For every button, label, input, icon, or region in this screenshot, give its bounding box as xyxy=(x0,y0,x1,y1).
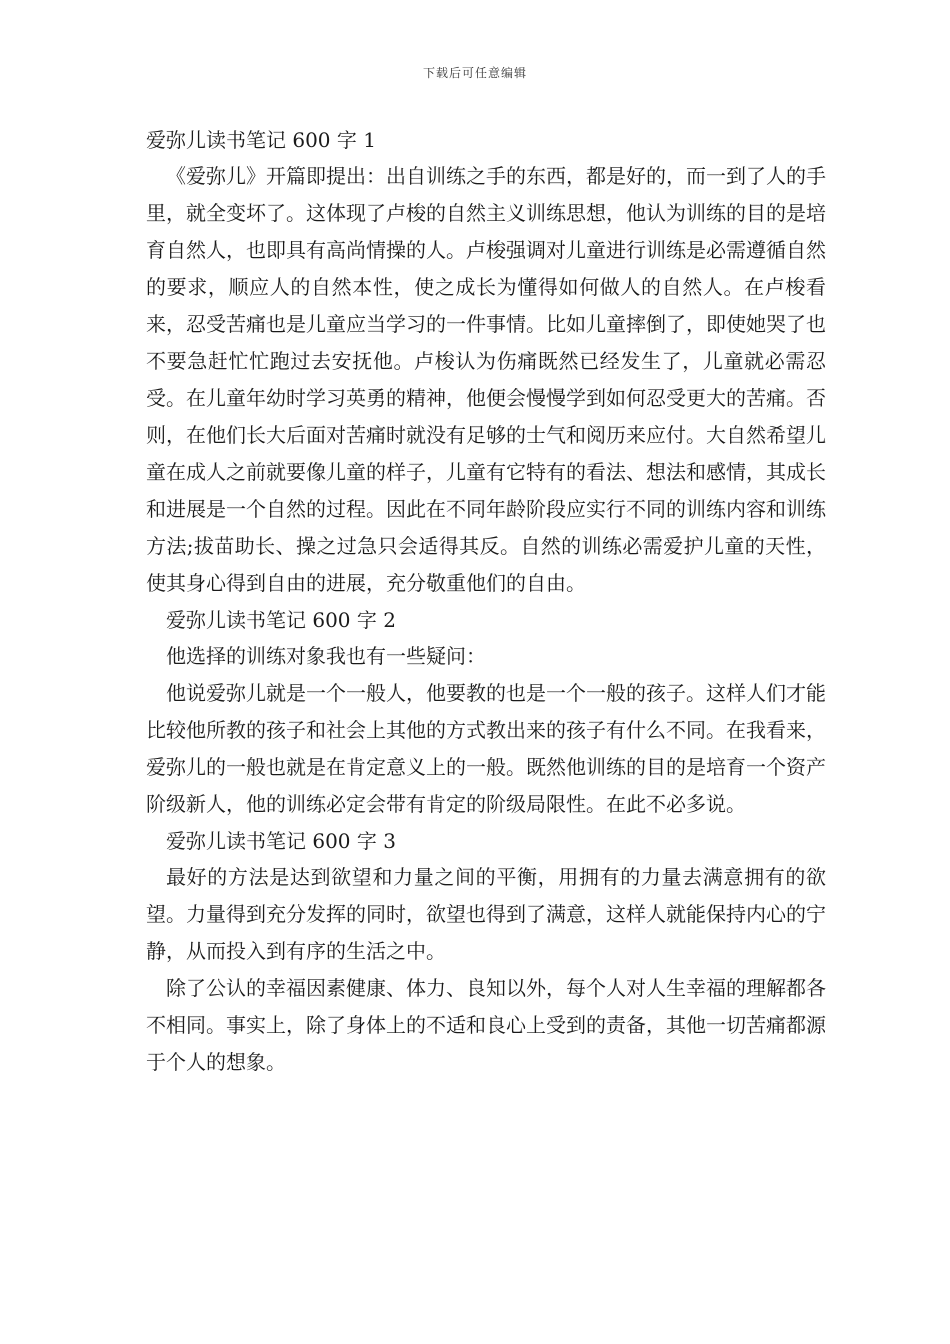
section-3 xyxy=(146,823,826,1081)
section-1 xyxy=(146,122,826,602)
paragraph: 《爱弥儿》开篇即提出：出自训练之手的东西，都是好的，而一到了人的手里，就全变坏了。这体现了卢梭的自然主义训练思想，他认为训练的目的是培育自然人，也即具有高尚情操的人。卢梭强调对儿童进行训练是必需遵循自然的要求，顺应人的自然本性，使之成长为懂得如何做人的自然人。在卢梭看来，忍受苦痛也是儿童应当学习的一件事情。比如儿童摔倒了，即使她哭了也不要急赶忙忙跑过去安抚他。卢梭认为伤痛既然已经发生了，儿童就必需忍受。在儿童年幼时学习英勇的精神，他便会慢慢学到如何忍受更大的苦痛。否则，在他们长大后面对苦痛时就没有足够的士气和阅历来应付。大自然希望儿童在成人之前就要像儿童的样子，儿童有它特有的看法、想法和感情，其成长和进展是一个自然的过程。因此在不同年龄阶段应实行不同的训练内容和训练方法;拔苗助长、操之过急只会适得其反。自然的训练必需爱护儿童的天性，使其身心得到自由的进展，充分敬重他们的自由。 xyxy=(146,164,826,595)
section-2 xyxy=(146,602,826,823)
paragraph: 最好的方法是达到欲望和力量之间的平衡，用拥有的力量去满意拥有的欲望。力量得到充分发挥的同时，欲望也得到了满意，这样人就能保持内心的宁静，从而投入到有序的生活之中。 xyxy=(146,865,826,963)
document-body xyxy=(146,122,826,1081)
paragraph: 除了公认的幸福因素健康、体力、良知以外，每个人对人生幸福的理解都各不相同。事实上，除了身体上的不适和良心上受到的责备，其他一切苦痛都源于个人的想象。 xyxy=(146,976,826,1074)
paragraph: 他选择的训练对象我也有一些疑问： xyxy=(166,644,486,668)
section-heading: 爱弥儿读书笔记 600 字 3 xyxy=(166,829,396,853)
paragraph: 他说爱弥儿就是一个一般人，他要教的也是一个一般的孩子。这样人们才能比较他所教的孩子和社会上其他的方式教出来的孩子有什么不同。在我看来，爱弥儿的一般也就是在肯定意义上的一般。既然他训练的目的是培育一个资产阶级新人，他的训练必定会带有肯定的阶级局限性。在此不必多说。 xyxy=(146,681,826,816)
section-heading: 爱弥儿读书笔记 600 字 1 xyxy=(146,128,376,152)
header-note: 下载后可任意编辑 xyxy=(422,66,527,80)
section-heading: 爱弥儿读书笔记 600 字 2 xyxy=(166,608,396,632)
